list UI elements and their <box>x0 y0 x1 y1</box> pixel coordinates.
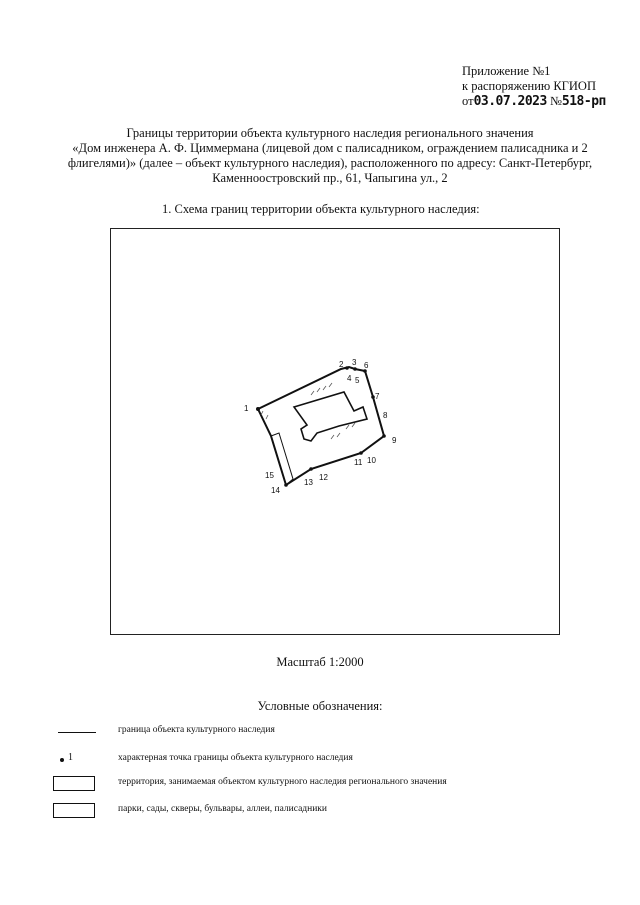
legend-item-point <box>0 752 640 772</box>
point-13-marker <box>309 467 313 471</box>
point-symbol-number: 1 <box>68 752 73 763</box>
annex-line-3 <box>462 94 606 109</box>
point-label-3: 3 <box>352 358 357 367</box>
boundary-line-symbol <box>58 732 96 733</box>
point-label-6: 6 <box>364 361 369 370</box>
title-line-1: Границы территории объекта культурного наследия регионального значения <box>126 126 534 140</box>
point-symbol <box>53 752 95 768</box>
map-scale: Масштаб 1:2000 <box>276 655 364 669</box>
boundary-map-drawing <box>111 229 559 634</box>
annex-date: 03.07.2023 <box>473 94 547 109</box>
point-2-marker <box>345 366 349 370</box>
parks-box-symbol <box>53 803 95 818</box>
heritage-boundary <box>258 367 384 485</box>
building-outline <box>294 392 367 441</box>
point-label-9: 9 <box>392 436 397 445</box>
garden-area <box>271 433 293 485</box>
legend-item-territory <box>0 776 640 796</box>
point-3-marker <box>353 367 357 371</box>
point-10-marker <box>359 451 363 455</box>
annex-line-1: Приложение №1 <box>462 64 551 78</box>
point-label-7: 7 <box>375 392 380 401</box>
legend-item-boundary <box>0 724 640 744</box>
point-label-4: 4 <box>347 374 352 383</box>
legend-title: Условные обозначения: <box>257 699 383 713</box>
point-label-14: 14 <box>271 486 280 495</box>
title-line-2: «Дом инженера А. Ф. Циммермана (лицевой дом с палисадником, ограждением палисадника и 2 <box>72 141 588 155</box>
point-label-13: 13 <box>304 478 313 487</box>
legend-item-point-text: характерная точка границы объекта культурного наследия <box>118 753 353 763</box>
legend-item-territory-text: территория, занимаемая объектом культурного наследия регионального значения <box>118 777 447 787</box>
annex-header <box>462 64 606 109</box>
annex-date-prefix: от <box>462 94 474 108</box>
point-1-marker <box>256 407 260 411</box>
legend-item-parks-text: парки, сады, скверы, бульвары, аллеи, палисадники <box>118 804 328 814</box>
title-line-4: Каменноостровский пр., 61, Чапыгина ул., 2 <box>212 171 448 185</box>
point-label-15: 15 <box>265 471 274 480</box>
point-label-12: 12 <box>319 473 328 482</box>
territory-box-symbol <box>53 776 95 791</box>
point-label-10: 10 <box>367 456 376 465</box>
point-label-5: 5 <box>355 376 360 385</box>
point-label-11: 11 <box>354 458 363 467</box>
point-label-8: 8 <box>383 411 388 420</box>
point-14-marker <box>284 483 288 487</box>
scheme-title: 1. Схема границ территории объекта культурного наследия: <box>162 202 480 216</box>
point-9-marker <box>382 434 386 438</box>
legend-item-boundary-text: граница объекта культурного наследия <box>118 725 275 735</box>
boundary-map <box>110 228 560 635</box>
annex-number: 518-рп <box>561 94 606 109</box>
boundary-points <box>256 366 386 487</box>
point-label-2: 2 <box>339 360 344 369</box>
annex-line-2: к распоряжению КГИОП <box>462 79 596 93</box>
hatch-marks <box>261 383 355 439</box>
point-label-1: 1 <box>244 404 249 413</box>
document-title <box>40 126 620 186</box>
title-line-3: флигелями)» (далее – объект культурного наследия), расположенного по адресу: Санкт-Петербург, <box>67 156 593 170</box>
legend-item-parks <box>0 803 640 823</box>
annex-number-prefix: № <box>549 94 562 108</box>
point-dot-icon <box>60 758 64 762</box>
